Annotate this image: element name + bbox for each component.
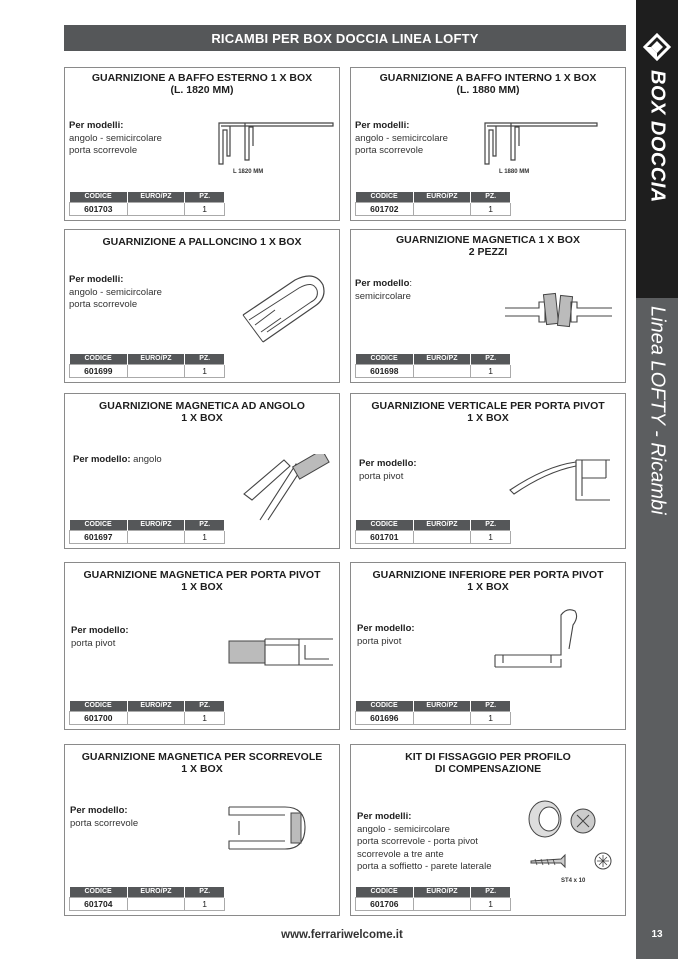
product-price	[127, 898, 185, 911]
product-table	[355, 701, 511, 726]
price-header: EURO/PZ	[127, 354, 185, 365]
product-title: GUARNIZIONE MAGNETICA PER SCORREVOLE 1 X BOX	[81, 751, 323, 775]
price-header: EURO/PZ	[127, 192, 185, 203]
product-table	[69, 701, 225, 726]
product-card-601706	[350, 744, 626, 916]
product-table	[355, 520, 511, 545]
product-code: 601702	[356, 203, 414, 216]
screw-size-label: ST4 x 10	[561, 878, 586, 884]
product-description: Per modelli: angolo - semicircolare porta scorrevole - porta pivot scorrevole a tre ante porta a soffietto - parete laterale	[357, 811, 492, 872]
product-code: 601696	[356, 712, 414, 725]
magnetic-seal-pair-image	[501, 288, 616, 332]
price-header: EURO/PZ	[413, 887, 471, 898]
pivot-magnetic-seal-image	[225, 629, 335, 675]
product-code: 601703	[70, 203, 128, 216]
product-card-601699	[64, 229, 340, 383]
product-description: Per modelli: angolo - semicircolare porta scorrevole	[69, 274, 162, 310]
corner-magnetic-seal-image	[240, 454, 335, 524]
qty-header: PZ.	[185, 520, 225, 531]
bottom-pivot-seal-image	[491, 605, 591, 675]
product-title: GUARNIZIONE A PALLONCINO 1 X BOX	[102, 236, 302, 248]
code-header: CODICE	[70, 701, 128, 712]
product-description: Per modello: angolo	[73, 454, 162, 465]
product-qty: 1	[471, 365, 511, 378]
price-header: EURO/PZ	[413, 354, 471, 365]
product-price	[127, 203, 185, 216]
product-qty: 1	[185, 531, 225, 544]
price-header: EURO/PZ	[127, 701, 185, 712]
product-card-601700	[64, 562, 340, 730]
product-description: Per modello: porta pivot	[71, 625, 129, 649]
product-description: Per modello: porta pivot	[359, 458, 417, 482]
code-header: CODICE	[70, 887, 128, 898]
product-card-601701	[350, 393, 626, 549]
product-table	[69, 192, 225, 217]
product-price	[127, 531, 185, 544]
product-qty: 1	[185, 203, 225, 216]
qty-header: PZ.	[185, 354, 225, 365]
code-header: CODICE	[70, 192, 128, 203]
product-price	[127, 365, 185, 378]
price-header: EURO/PZ	[413, 701, 471, 712]
product-table	[69, 520, 225, 545]
product-title: GUARNIZIONE INFERIORE PER PORTA PIVOT 1 X BOX	[372, 569, 604, 593]
product-description: Per modello: semicircolare	[355, 278, 413, 302]
qty-header: PZ.	[185, 701, 225, 712]
page-title: RICAMBI PER BOX DOCCIA LINEA LOFTY	[211, 30, 479, 46]
code-header: CODICE	[70, 520, 128, 531]
qty-header: PZ.	[471, 192, 511, 203]
product-price	[413, 531, 471, 544]
product-card-601704	[64, 744, 340, 916]
qty-header: PZ.	[471, 354, 511, 365]
sliding-magnetic-seal-image	[225, 801, 315, 855]
product-table	[355, 192, 511, 217]
price-header: EURO/PZ	[413, 192, 471, 203]
product-title: GUARNIZIONE MAGNETICA PER PORTA PIVOT 1 X BOX	[83, 569, 321, 593]
page-number: 13	[651, 929, 663, 940]
product-card-601703	[64, 67, 340, 221]
qty-header: PZ.	[185, 887, 225, 898]
product-table	[355, 887, 511, 912]
qty-header: PZ.	[185, 192, 225, 203]
product-card-601697	[64, 393, 340, 549]
product-table	[355, 354, 511, 379]
product-qty: 1	[185, 365, 225, 378]
product-qty: 1	[185, 898, 225, 911]
footer-url-link[interactable]: www.ferrariwelcome.it	[281, 929, 403, 941]
product-description: Per modelli: angolo - semicircolare porta scorrevole	[69, 120, 162, 156]
product-title: KIT DI FISSAGGIO PER PROFILO DI COMPENSAZIONE	[405, 751, 571, 775]
bulb-seal-image	[235, 270, 335, 350]
product-code: 601698	[356, 365, 414, 378]
product-code: 601706	[356, 898, 414, 911]
product-card-601698	[350, 229, 626, 383]
product-table	[69, 354, 225, 379]
qty-header: PZ.	[471, 520, 511, 531]
price-header: EURO/PZ	[127, 887, 185, 898]
product-code: 601697	[70, 531, 128, 544]
code-header: CODICE	[356, 192, 414, 203]
product-price	[413, 365, 471, 378]
product-title: GUARNIZIONE VERTICALE PER PORTA PIVOT 1 X BOX	[371, 400, 605, 424]
product-description: Per modello: porta scorrevole	[70, 805, 139, 829]
product-table	[69, 887, 225, 912]
product-title: GUARNIZIONE MAGNETICA AD ANGOLO 1 X BOX	[99, 400, 305, 424]
product-card-601702	[350, 67, 626, 221]
product-card-601696	[350, 562, 626, 730]
length-label: L 1880 MM	[499, 169, 530, 175]
product-code: 601704	[70, 898, 128, 911]
product-qty: 1	[471, 203, 511, 216]
external-sweep-seal-image	[215, 116, 335, 168]
price-header: EURO/PZ	[413, 520, 471, 531]
fixing-kit-image	[521, 797, 621, 881]
price-header: EURO/PZ	[127, 520, 185, 531]
brand-logo-icon	[643, 33, 671, 61]
product-price	[413, 203, 471, 216]
code-header: CODICE	[356, 887, 414, 898]
product-price	[413, 898, 471, 911]
product-code: 601699	[70, 365, 128, 378]
code-header: CODICE	[356, 354, 414, 365]
vertical-pivot-seal-image	[506, 456, 616, 506]
qty-header: PZ.	[471, 887, 511, 898]
product-code: 601700	[70, 712, 128, 725]
product-qty: 1	[471, 531, 511, 544]
product-qty: 1	[471, 712, 511, 725]
product-description: Per modello: porta pivot	[357, 623, 415, 647]
internal-sweep-seal-image	[481, 116, 601, 168]
product-title: GUARNIZIONE A BAFFO INTERNO 1 X BOX (L. 1880 MM)	[379, 72, 597, 96]
code-header: CODICE	[356, 701, 414, 712]
product-price	[413, 712, 471, 725]
product-price	[127, 712, 185, 725]
side-subtitle: Linea LOFTY - Ricambi	[646, 306, 669, 515]
product-title: GUARNIZIONE MAGNETICA 1 X BOX 2 PEZZI	[396, 234, 580, 258]
code-header: CODICE	[70, 354, 128, 365]
page-header	[64, 25, 626, 51]
side-title: BOX DOCCIA	[646, 70, 669, 203]
code-header: CODICE	[356, 520, 414, 531]
product-code: 601701	[356, 531, 414, 544]
length-label: L 1820 MM	[233, 169, 264, 175]
product-qty: 1	[185, 712, 225, 725]
product-title: GUARNIZIONE A BAFFO ESTERNO 1 X BOX (L. 1820 MM)	[91, 72, 313, 96]
product-description: Per modelli: angolo - semicircolare porta scorrevole	[355, 120, 448, 156]
product-qty: 1	[471, 898, 511, 911]
qty-header: PZ.	[471, 701, 511, 712]
